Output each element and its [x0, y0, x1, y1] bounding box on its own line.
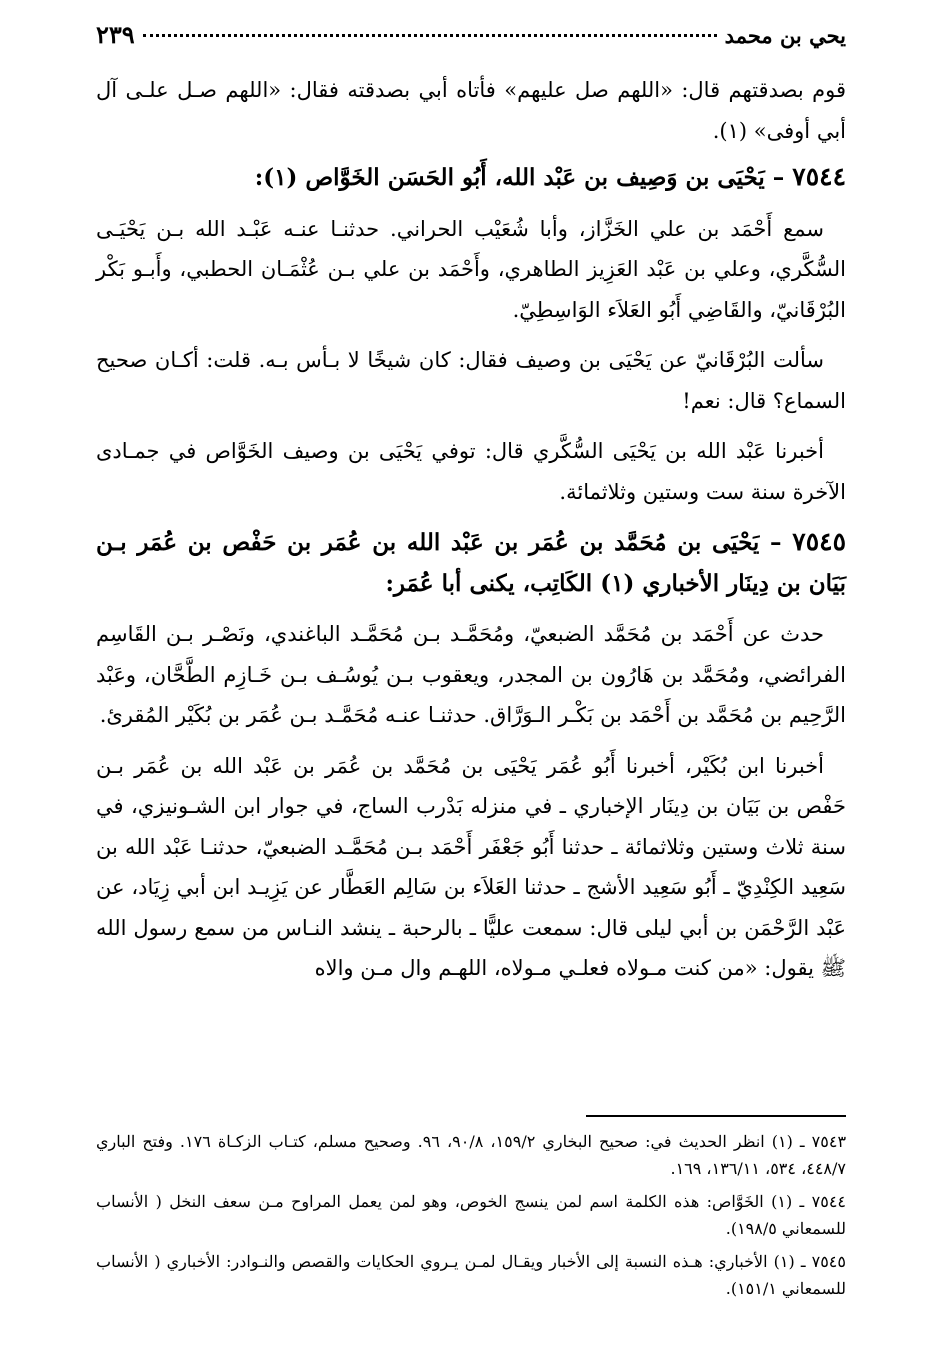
paragraph-text: سألت البُرْقَانيّ عن يَحْيَى بن وصيف فقال: كان شيخًا لا بـأس بـه. قلت: أكـان صحيح السماع؟ قال: نعم! — [96, 348, 846, 413]
entry-title: يَحْيَى بن وَصِيف بن عَبْد الله، أَبُو الحَسَن الخَوَّاص (١): — [254, 164, 765, 191]
running-title: يحي بن محمد — [724, 23, 846, 48]
main-text — [96, 70, 846, 999]
paragraph-text: أخبرنا عَبْد الله بن يَحْيَى السُّكَّري قال: توفي يَحْيَى بن وصيف الخَوَّاص في جمـادى الآخرة سنة ست وستين وثلاثمائة. — [96, 439, 846, 504]
page-number: ٢٣٩ — [96, 20, 135, 49]
entry-title: يَحْيَى بن مُحَمَّد بن عُمَر بن عَبْد الله بن عُمَر بن حَفْص بن عُمَر بـن بَيَان بن دِينَار الأخباري (١) الكَاتِب، يكنى أبا عُمَر: — [96, 529, 846, 597]
paragraph — [96, 431, 846, 512]
paragraph-text: أخبرنا ابن بُكَيْر، أخبرنا أَبُو عُمَر يَحْيَى بن مُحَمَّد بن عُمَر بن عَبْد الله بن عُمَر بـن حَفْص بن بَيَان بن دِينَار الإخباري ـ في منزله بَدْرب الساج، في جوار ابن الشـونيزي، في سنة ثلاث وستين وثلاثمائة ـ حدثنا أَبُو جَعْفَر أَحْمَد بـن مُحَمَّـد الضبعيّ، حدثنـا عَبْد الله بن سَعِيد الكِنْدِيّ ـ أَبُو سَعِيد الأشج ـ حدثنا العَلاَء بن سَالِم العَطَّار عن يَزِيـد ابن أبي زِيَاد، عن عَبْد الرَّحْمَن بن أبي ليلى قال: سمعت عليًّا ـ بالرحبة ـ ينشد النـاس من سمع رسول الله ﷺ يقول: «من كنت مـولاه فعلـي مـولاه، اللهـم وال مـن والاه — [96, 753, 846, 980]
entry-heading-7545: ٧٥٤٥ – يَحْيَى بن مُحَمَّد بن عُمَر بن عَبْد الله بن عُمَر بن حَفْص بن عُمَر بـن بَيَان بن دِينَار الأخباري (١) الكَاتِب، يكنى أبا عُمَر: — [96, 527, 846, 597]
header-dot-leader — [143, 34, 717, 37]
entry-number: ٧٥٤٥ — [792, 527, 846, 556]
footnote-separator — [586, 1115, 846, 1117]
continued-paragraph: قوم بصدقتهم قال: «اللهم صل عليهم» فأتاه أبي بصدقته فقال: «اللهم صـل علـى آل أبي أوفى» (١). — [96, 78, 846, 143]
footnote-7543: ٧٥٤٣ ـ (١) انظر الحديث في: صحيح البخاري ١٥٩/٢، ٩٠/٨، ٩٦. وصحيح مسلم، كتـاب الزكـاة ١٧٦. وفتح الباري ٤٤٨/٧، ٥٣٤، ١٣٦/١١، ١٦٩. — [96, 1132, 847, 1178]
paragraph — [96, 746, 846, 989]
entry-heading-7544: ٧٥٤٤ – يَحْيَى بن وَصِيف بن عَبْد الله، أَبُو الحَسَن الخَوَّاص (١): — [254, 162, 846, 191]
page-header — [96, 20, 846, 60]
paragraph — [96, 340, 846, 421]
paragraph — [96, 614, 846, 736]
paragraph-text: حدث عن أَحْمَد بن مُحَمَّد الضبعيّ، ومُحَمَّـد بـن مُحَمَّـد الباغندي، ونَصْـر بـن القَاسِم الفرائضي، ومُحَمَّد بن هَارُون بن المجدر، ويعقوب بـن يُوسُـف بـن خَـازِم الطَّحَّان، وعَبْد الرَّحِيم بن مُحَمَّد بن أَحْمَد بن بَكْـر الـوَرَّاق. حدثنـا عنـه مُحَمَّـد بـن عُمَر بن بُكَيْر المُقرئ. — [96, 622, 846, 727]
paragraph-text: سمع أَحْمَد بن علي الخَزَّاز، وأبا شُعَيْب الحراني. حدثنـا عنـه عَبْـد الله بـن يَحْيَـى السُّكَّري، وعلي بن عَبْد العَزِيز الطاهري، وأَحْمَد بن علي بـن عُثْمَـان الحطبي، وأَبـو بَكْر البُرْقَانيّ، والقَاضِي أَبُو العَلاَء الوَاسِطِيّ. — [96, 216, 846, 322]
footnotes — [96, 1128, 846, 1308]
footnote-7545: ٧٥٤٥ ـ (١) الأخباري: هـذه النسبة إلى الأخبار ويقـال لمـن يـروي الحكايات والقصص والنـوادر: الأخباري ( الأنساب للسمعاني ١٥١/١). — [96, 1252, 846, 1298]
entry-number: ٧٥٤٤ — [792, 162, 846, 191]
footnote-7544: ٧٥٤٤ ـ (١) الخَوَّاص: هذه الكلمة اسم لمن ينسج الخوص، وهو لمن يعمل المراوح مـن سعف النخل ( الأنساب للسمعاني ١٩٨/٥). — [96, 1192, 846, 1238]
paragraph — [96, 209, 846, 331]
